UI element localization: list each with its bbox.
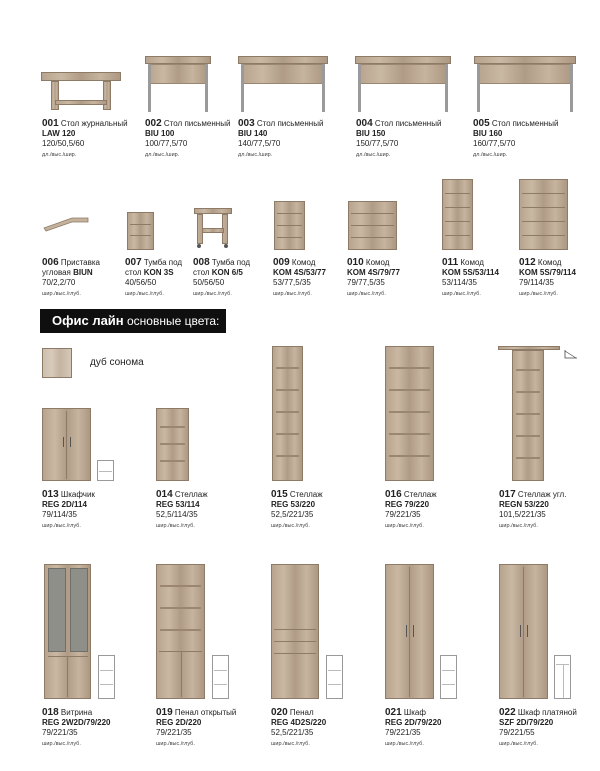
product-006-image	[42, 216, 90, 232]
product-name: Пенал открытый	[174, 708, 237, 717]
product-008-image	[194, 208, 232, 248]
product-004-caption	[356, 119, 441, 160]
product-number: 016	[385, 489, 402, 500]
product-dims: 52,5/221/35	[271, 728, 314, 737]
product-code: KOM 4S/79/77	[347, 268, 400, 277]
product-008-caption	[193, 258, 250, 299]
product-005-caption	[473, 119, 558, 160]
product-code: KOM 5S/79/114	[519, 268, 576, 277]
product-011-caption	[442, 258, 499, 299]
product-number: 008	[193, 257, 210, 268]
product-name: Комод	[365, 258, 390, 267]
product-code: REG 2D/114	[42, 500, 87, 509]
product-007-image	[127, 212, 154, 250]
product-number: 013	[42, 489, 59, 500]
product-name: Тумба под	[211, 258, 251, 267]
product-003-caption	[238, 119, 323, 160]
product-unit: шир./выс./глуб.	[42, 523, 81, 529]
product-unit: шир./выс./глуб.	[156, 523, 195, 529]
product-005-image	[474, 56, 576, 112]
product-code: LAW 120	[42, 129, 76, 138]
product-unit: шир./выс./глуб.	[42, 291, 81, 297]
product-019-image	[156, 564, 205, 699]
product-unit: шир./выс./глуб.	[156, 741, 195, 747]
product-016-caption	[385, 490, 437, 531]
product-number: 007	[125, 257, 142, 268]
product-name: Стол письменный	[374, 119, 442, 128]
product-code: KON 6/5	[211, 268, 243, 277]
product-021-caption	[385, 708, 441, 749]
product-001-image	[41, 72, 121, 112]
product-020-image	[271, 564, 319, 699]
product-code: SZF 2D/79/220	[499, 718, 554, 727]
product-code: REG 79/220	[385, 500, 430, 509]
product-name-line2: угловая	[42, 268, 71, 277]
product-003-image	[238, 56, 328, 112]
product-014-caption	[156, 490, 208, 531]
product-013-caption	[42, 490, 95, 531]
product-number: 012	[519, 257, 536, 268]
product-number: 010	[347, 257, 364, 268]
product-dims: 40/56/50	[125, 278, 157, 287]
product-code: BIU 140	[238, 129, 268, 138]
product-number: 002	[145, 118, 162, 129]
product-name: Витрина	[60, 708, 93, 717]
product-number: 006	[42, 257, 59, 268]
product-code: REG 53/114	[156, 500, 200, 509]
product-code: KOM 5S/53/114	[442, 268, 499, 277]
product-number: 022	[499, 707, 516, 718]
product-number: 011	[442, 257, 459, 268]
product-name: Стеллаж угл.	[517, 490, 567, 499]
product-name: Стеллаж	[174, 490, 208, 499]
product-number: 009	[273, 257, 290, 268]
product-unit: шир./выс./глуб.	[385, 741, 424, 747]
product-017-caption	[499, 490, 566, 531]
product-020-sketch	[326, 655, 343, 699]
product-code: REG 4D2S/220	[271, 718, 327, 727]
product-number: 003	[238, 118, 255, 129]
product-name: Стол письменный	[491, 119, 559, 128]
product-unit: шир./выс./глуб.	[519, 291, 558, 297]
product-007-caption	[125, 258, 182, 299]
product-code: BIU 150	[356, 129, 386, 138]
product-unit: шир./выс./глуб.	[271, 741, 310, 747]
product-020-caption	[271, 708, 326, 749]
collection-brand: Офис лайн	[52, 313, 124, 328]
collection-colors-label: основные цвета:	[123, 314, 220, 328]
product-name: Стеллаж	[403, 490, 437, 499]
product-name: Тумба под	[143, 258, 183, 267]
product-018-sketch	[98, 655, 115, 699]
product-name: Стол письменный	[163, 119, 231, 128]
product-code: BIUN	[73, 268, 93, 277]
product-number: 018	[42, 707, 59, 718]
product-unit: шир./выс./глуб.	[347, 291, 386, 297]
product-021-sketch	[440, 655, 457, 699]
product-dims: 52,5/114/35	[156, 510, 198, 519]
collection-banner	[40, 309, 226, 333]
product-018-caption	[42, 708, 110, 749]
product-unit: шир./выс./глуб.	[273, 291, 312, 297]
product-012-caption	[519, 258, 576, 299]
product-name: Комод	[460, 258, 484, 267]
product-dims: 140/77,5/70	[238, 139, 281, 148]
product-name: Шкафчик	[60, 490, 95, 499]
product-unit: шир./выс./глуб.	[385, 523, 424, 529]
product-number: 020	[271, 707, 288, 718]
product-022-image	[499, 564, 548, 699]
product-name-line2: стол	[193, 268, 210, 277]
product-unit: шир./выс./глуб.	[442, 291, 481, 297]
product-name: Шкаф	[403, 708, 426, 717]
product-number: 015	[271, 489, 288, 500]
product-number: 005	[473, 118, 490, 129]
product-unit: шир./выс./глуб.	[271, 523, 310, 529]
product-code: BIU 160	[473, 129, 503, 138]
product-unit: дл./выс./шир.	[145, 152, 180, 158]
product-dims: 150/77,5/70	[356, 139, 399, 148]
product-name: Комод	[291, 258, 316, 267]
product-number: 001	[42, 118, 59, 129]
corner-diagram-icon	[564, 346, 578, 356]
product-code: KON 3S	[143, 268, 174, 277]
product-002-image	[145, 56, 211, 112]
product-name: Пенал	[289, 708, 314, 717]
product-004-image	[355, 56, 451, 112]
product-dims: 120/50,5/60	[42, 139, 85, 148]
product-number: 021	[385, 707, 402, 718]
product-012-image	[519, 179, 568, 250]
product-unit: дл./выс./шир.	[238, 152, 273, 158]
color-swatch	[42, 348, 72, 378]
product-unit: шир./выс./глуб.	[499, 523, 538, 529]
product-unit: шир./выс./глуб.	[42, 741, 81, 747]
product-name: Приставка	[60, 258, 100, 267]
product-015-caption	[271, 490, 323, 531]
product-number: 004	[356, 118, 373, 129]
product-code: REG 2D/220	[156, 718, 202, 727]
product-dims: 79/114/35	[519, 278, 554, 287]
product-name: Шкаф платяной	[517, 708, 577, 717]
product-name: Комод	[537, 258, 562, 267]
product-013-sketch	[97, 460, 114, 481]
product-011-image	[442, 179, 473, 250]
product-010-image	[348, 201, 397, 250]
product-code: REG 53/220	[271, 500, 316, 509]
product-unit: шир./выс./глуб.	[499, 741, 538, 747]
product-dims: 50/56/50	[193, 278, 225, 287]
product-dims: 52,5/221/35	[271, 510, 314, 519]
product-unit: дл./выс./шир.	[356, 152, 391, 158]
product-code: KOM 4S/53/77	[273, 268, 326, 277]
product-010-caption	[347, 258, 400, 299]
product-017-image	[498, 346, 560, 481]
product-009-caption	[273, 258, 326, 299]
product-code: REGN 53/220	[499, 500, 549, 509]
product-dims: 160/77,5/70	[473, 139, 516, 148]
product-unit: шир./выс./глуб.	[193, 291, 232, 297]
product-code: BIU 100	[145, 129, 175, 138]
product-name: Стеллаж	[289, 490, 323, 499]
product-dims: 53/114/35	[442, 278, 477, 287]
product-number: 019	[156, 707, 173, 718]
product-022-caption	[499, 708, 577, 749]
product-dims: 79/221/55	[499, 728, 535, 737]
product-002-caption	[145, 119, 230, 160]
product-unit: дл./выс./шир.	[42, 152, 77, 158]
product-dims: 79/114/35	[42, 510, 77, 519]
product-unit: шир./выс./глуб.	[125, 291, 164, 297]
product-016-image	[385, 346, 434, 481]
product-number: 014	[156, 489, 173, 500]
product-001-caption	[42, 119, 128, 160]
product-dims: 70/2,2/70	[42, 278, 76, 287]
product-dims: 100/77,5/70	[145, 139, 188, 148]
product-dims: 53/77,5/35	[273, 278, 311, 287]
product-dims: 79/221/35	[156, 728, 192, 737]
product-dims: 79/221/35	[385, 510, 421, 519]
product-name-line2: стол	[125, 268, 142, 277]
product-number: 017	[499, 489, 516, 500]
product-009-image	[274, 201, 305, 250]
product-021-image	[385, 564, 434, 699]
product-dims: 79/221/35	[42, 728, 78, 737]
product-022-sketch	[554, 655, 571, 699]
product-name: Стол журнальный	[60, 119, 128, 128]
product-code: REG 2D/79/220	[385, 718, 442, 727]
product-006-caption	[42, 258, 100, 299]
product-015-image	[272, 346, 303, 481]
product-019-caption	[156, 708, 236, 749]
product-dims: 79/221/35	[385, 728, 421, 737]
product-019-sketch	[212, 655, 229, 699]
product-014-image	[156, 408, 189, 481]
product-dims: 79/77,5/35	[347, 278, 385, 287]
product-dims: 101,5/221/35	[499, 510, 546, 519]
product-unit: дл./выс./шир.	[473, 152, 508, 158]
product-013-image	[42, 408, 91, 481]
color-swatch-label: дуб сонома	[90, 357, 144, 368]
product-018-image	[44, 564, 91, 699]
product-name: Стол письменный	[256, 119, 324, 128]
product-code: REG 2W2D/79/220	[42, 718, 111, 727]
